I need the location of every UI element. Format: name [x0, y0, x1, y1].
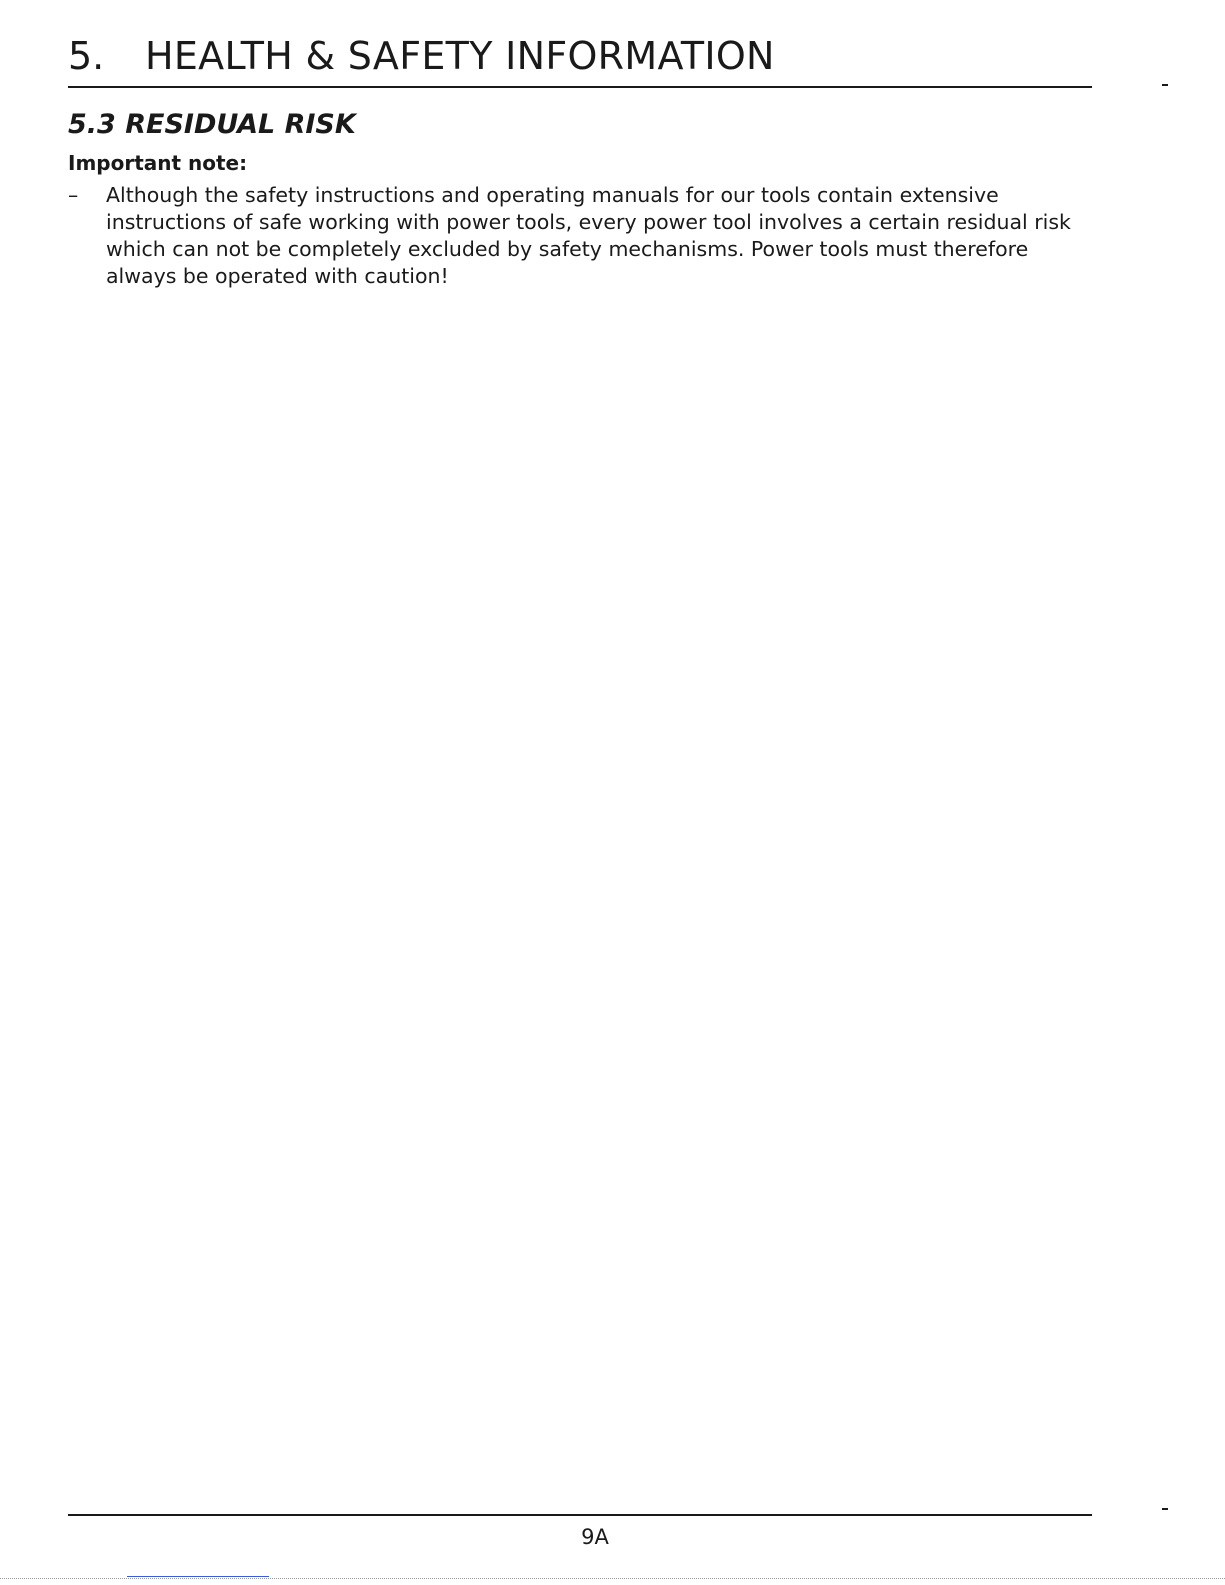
page-edge-dotted-line [0, 1578, 1225, 1579]
important-note-label: Important note: [68, 151, 248, 175]
section-number: 5. [68, 34, 105, 78]
footer-rule [68, 1514, 1092, 1516]
crop-mark-bottom [1162, 1508, 1168, 1510]
page-edge-link-line [127, 1576, 269, 1577]
section-title: HEALTH & SAFETY INFORMATION [145, 34, 775, 78]
bullet-dash: – [68, 183, 79, 207]
page-number: 9A [581, 1525, 609, 1549]
crop-mark-top [1162, 84, 1168, 86]
page-header [68, 30, 1092, 88]
subsection-heading: 5.3 RESIDUAL RISK [68, 109, 356, 140]
bullet-text: Although the safety instructions and operating manuals for our tools contain extensive instructions of safe working with power tools, every power tool involves a certain residual risk which can not be completely excluded by safety mechanisms. Power tools must therefore always be operated with caution! [106, 183, 1071, 288]
